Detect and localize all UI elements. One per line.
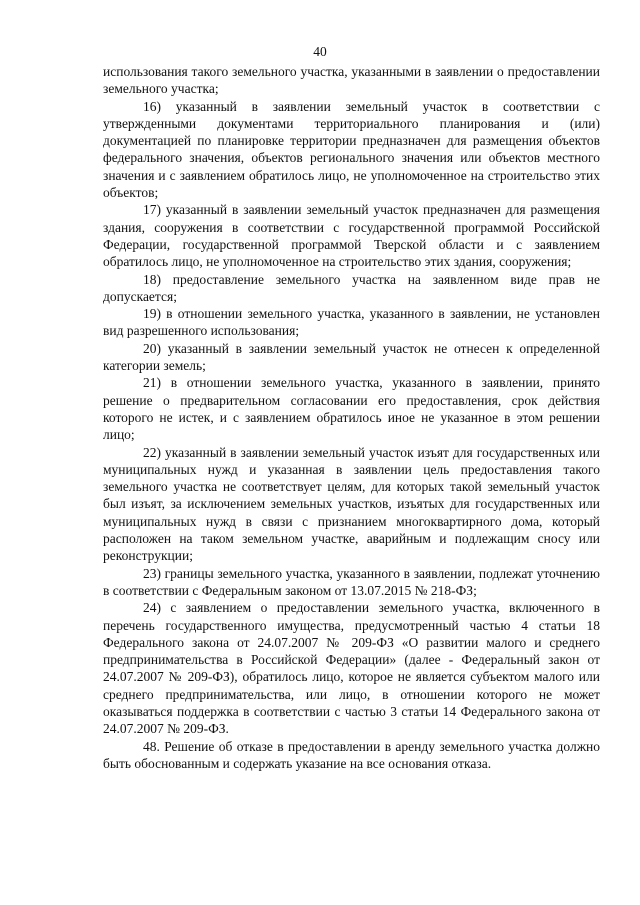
paragraph-item-23: 23) границы земельного участка, указанного в заявлении, подлежат уточнению в соответствии с Федеральным законом от 13.07.2015 № 218-ФЗ;: [103, 565, 600, 598]
paragraph-item-24: 24) с заявлением о предоставлении земельного участка, включенного в перечень государственного имущества, предусмотренный частью 4 статьи 18 Федерального закона от 24.07.2007 № 209-ФЗ «О развитии малого и среднего предпринимательства в Российской Федерации» (далее - Федеральный закон от 24.07.2007 № 209-ФЗ), обратилось лицо, которое не является субъектом малого или среднего предпринимательства, или лицо, в отношении которого не может оказываться поддержка в соответствии с частью 3 статьи 14 Федерального закона от 24.07.2007 № 209-ФЗ.: [103, 600, 600, 737]
paragraph-item-16: 16) указанный в заявлении земельный участок в соответствии с утвержденными документами территориального планирования и (или) документацией по планировке территории предназначен для размещения объектов федерального значения, объектов регионального значения или объектов местного значения и с заявлением обратилось лицо, не уполномоченное на строительство этих объектов;: [103, 98, 600, 201]
page-number: 40: [313, 44, 327, 59]
paragraph-item-22: 22) указанный в заявлении земельный участок изъят для государственных или муниципальных нужд и указанная в заявлении цель предоставления такого земельного участка не соответствует целям, для которых такой земельный участок был изъят, за исключением земельных участков, изъятых для государственных или муниципальных нужд в связи с признанием многоквартирного дома, который расположен на таком земельном участке, аварийным и подлежащим сносу или реконструкции;: [103, 444, 600, 564]
paragraph-item-19: 19) в отношении земельного участка, указанного в заявлении, не установлен вид разрешенного использования;: [103, 306, 600, 339]
paragraph-item-18: 18) предоставление земельного участка на заявленном виде прав не допускается;: [103, 271, 600, 304]
paragraph-item-20: 20) указанный в заявлении земельный участок не отнесен к определенной категории земель;: [103, 340, 600, 374]
document-body: [103, 63, 600, 772]
paragraph-clause-48: 48. Решение об отказе в предоставлении в аренду земельного участка должно быть обоснованным и содержать указание на все основания отказа.: [103, 738, 600, 771]
paragraph-item-17: 17) указанный в заявлении земельный участок предназначен для размещения здания, сооружения в соответствии с государственной программой Российской Федерации, государственной программой Тверской области и с заявлением обратилось лицо, не уполномоченное на строительство этих здания, сооружения;: [103, 202, 600, 270]
paragraph-item-21: 21) в отношении земельного участка, указанного в заявлении, принято решение о предварительном согласовании его предоставления, срок действия которого не истек, и с заявлением обратилось иное не указанное в этом решении лицо;: [103, 375, 600, 443]
paragraph-continuation: использования такого земельного участка, указанными в заявлении о предоставлении земельного участка;: [103, 64, 600, 97]
